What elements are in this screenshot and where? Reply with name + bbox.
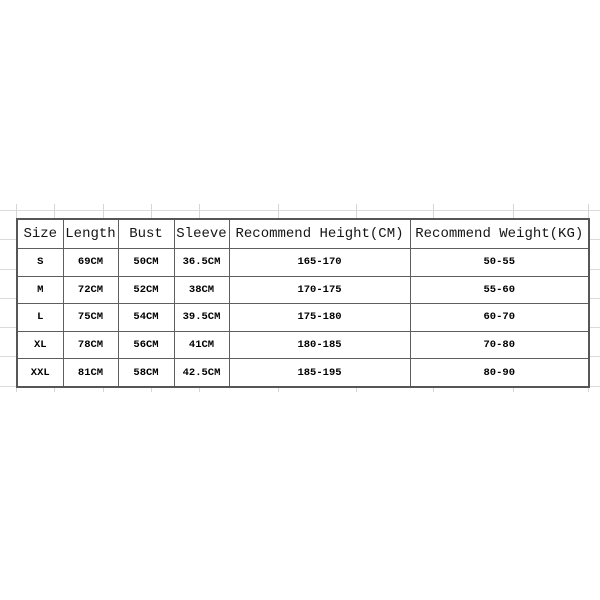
cell-height: 175-180 bbox=[229, 304, 410, 332]
cell-bust: 50CM bbox=[118, 249, 174, 277]
table-row-m bbox=[17, 276, 589, 304]
cell-size: M bbox=[17, 276, 63, 304]
cell-bust: 56CM bbox=[118, 331, 174, 359]
cell-sleeve: 42.5CM bbox=[174, 359, 229, 387]
cell-bust: 52CM bbox=[118, 276, 174, 304]
column-header-length: Length bbox=[63, 219, 118, 249]
cell-size: XL bbox=[17, 331, 63, 359]
table-row-xl bbox=[17, 331, 589, 359]
table-row-l bbox=[17, 304, 589, 332]
cell-height: 180-185 bbox=[229, 331, 410, 359]
cell-bust: 54CM bbox=[118, 304, 174, 332]
cell-size: L bbox=[17, 304, 63, 332]
cell-bust: 58CM bbox=[118, 359, 174, 387]
column-header-bust: Bust bbox=[118, 219, 174, 249]
column-header-recommend-height: Recommend Height(CM) bbox=[229, 219, 410, 249]
cell-length: 75CM bbox=[63, 304, 118, 332]
cell-weight: 55-60 bbox=[410, 276, 589, 304]
column-header-recommend-weight: Recommend Weight(KG) bbox=[410, 219, 589, 249]
cell-size: S bbox=[17, 249, 63, 277]
cell-sleeve: 41CM bbox=[174, 331, 229, 359]
table-row-s bbox=[17, 249, 589, 277]
cell-height: 185-195 bbox=[229, 359, 410, 387]
cell-length: 78CM bbox=[63, 331, 118, 359]
header-row bbox=[17, 219, 589, 249]
cell-height: 165-170 bbox=[229, 249, 410, 277]
table-row-xxl bbox=[17, 359, 589, 387]
gridline-horizontal bbox=[0, 210, 600, 211]
cell-weight: 80-90 bbox=[410, 359, 589, 387]
cell-length: 69CM bbox=[63, 249, 118, 277]
cell-length: 72CM bbox=[63, 276, 118, 304]
cell-weight: 60-70 bbox=[410, 304, 589, 332]
size-chart-table bbox=[16, 218, 590, 388]
cell-sleeve: 39.5CM bbox=[174, 304, 229, 332]
column-header-sleeve: Sleeve bbox=[174, 219, 229, 249]
cell-sleeve: 36.5CM bbox=[174, 249, 229, 277]
cell-weight: 50-55 bbox=[410, 249, 589, 277]
column-header-size: Size bbox=[17, 219, 63, 249]
cell-size: XXL bbox=[17, 359, 63, 387]
cell-sleeve: 38CM bbox=[174, 276, 229, 304]
cell-length: 81CM bbox=[63, 359, 118, 387]
cell-weight: 70-80 bbox=[410, 331, 589, 359]
cell-height: 170-175 bbox=[229, 276, 410, 304]
